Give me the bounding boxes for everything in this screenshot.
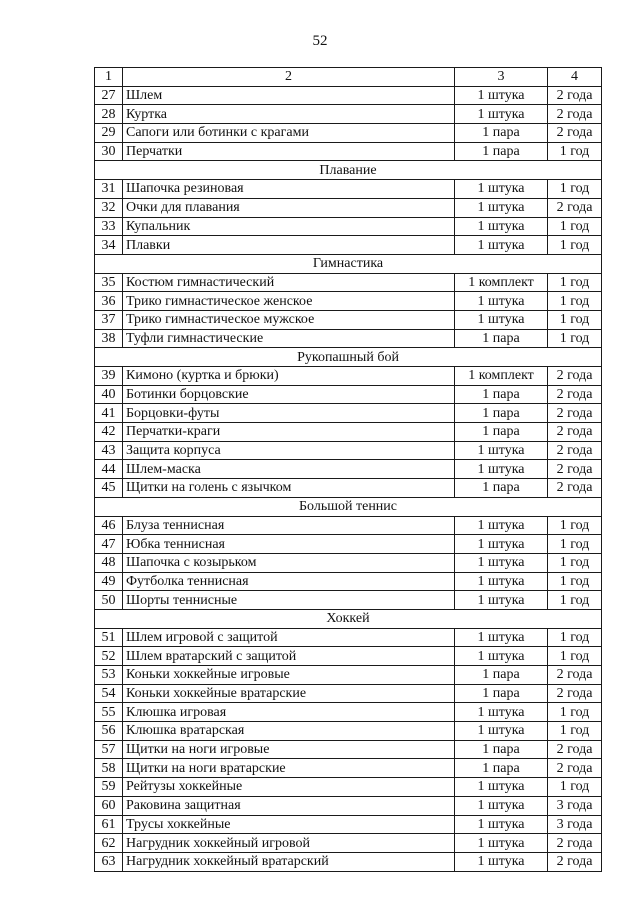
- wear-period: 2 года: [548, 198, 602, 217]
- wear-period: 1 год: [548, 591, 602, 610]
- row-number: 54: [95, 684, 123, 703]
- item-quantity: 1 комплект: [455, 273, 548, 292]
- item-quantity: 1 пара: [455, 329, 548, 348]
- item-name: Клюшка вратарская: [123, 722, 455, 741]
- item-quantity: 1 пара: [455, 684, 548, 703]
- wear-period: 1 год: [548, 273, 602, 292]
- wear-period: 1 год: [548, 217, 602, 236]
- section-title: Хоккей: [95, 609, 602, 628]
- wear-period: 2 года: [548, 367, 602, 386]
- item-name: Очки для плавания: [123, 198, 455, 217]
- item-quantity: 1 штука: [455, 516, 548, 535]
- wear-period: 1 год: [548, 722, 602, 741]
- table-body: [95, 68, 602, 872]
- table-row: [95, 516, 602, 535]
- wear-period: 1 год: [548, 329, 602, 348]
- row-number: 34: [95, 236, 123, 255]
- row-number: 60: [95, 796, 123, 815]
- item-quantity: 1 штука: [455, 86, 548, 105]
- item-quantity: 1 пара: [455, 479, 548, 498]
- item-name: Борцовки-футы: [123, 404, 455, 423]
- item-name: Костюм гимнастический: [123, 273, 455, 292]
- row-number: 39: [95, 367, 123, 386]
- table-row: [95, 124, 602, 143]
- item-name: Куртка: [123, 105, 455, 124]
- wear-period: 2 года: [548, 385, 602, 404]
- table-row: [95, 329, 602, 348]
- section-row: [95, 609, 602, 628]
- wear-period: 2 года: [548, 460, 602, 479]
- item-name: Кимоно (куртка и брюки): [123, 367, 455, 386]
- wear-period: 2 года: [548, 759, 602, 778]
- section-row: [95, 497, 602, 516]
- row-number: 59: [95, 778, 123, 797]
- item-name: Шлем вратарский с защитой: [123, 647, 455, 666]
- row-number: 28: [95, 105, 123, 124]
- table-row: [95, 740, 602, 759]
- wear-period: 2 года: [548, 441, 602, 460]
- row-number: 42: [95, 423, 123, 442]
- item-name: Блуза теннисная: [123, 516, 455, 535]
- item-quantity: 1 штука: [455, 778, 548, 797]
- row-number: 61: [95, 815, 123, 834]
- table-row: [95, 310, 602, 329]
- item-quantity: 1 штука: [455, 628, 548, 647]
- column-header-1: 1: [95, 68, 123, 87]
- row-number: 38: [95, 329, 123, 348]
- wear-period: 3 года: [548, 796, 602, 815]
- item-name: Нагрудник хоккейный вратарский: [123, 852, 455, 871]
- table-row: [95, 535, 602, 554]
- item-name: Трико гимнастическое мужское: [123, 310, 455, 329]
- wear-period: 2 года: [548, 852, 602, 871]
- item-name: Щитки на ноги вратарские: [123, 759, 455, 778]
- item-quantity: 1 штука: [455, 105, 548, 124]
- item-name: Туфли гимнастические: [123, 329, 455, 348]
- item-quantity: 1 пара: [455, 142, 548, 161]
- table-row: [95, 572, 602, 591]
- item-quantity: 1 штука: [455, 441, 548, 460]
- wear-period: 2 года: [548, 105, 602, 124]
- table-row: [95, 180, 602, 199]
- row-number: 33: [95, 217, 123, 236]
- table-row: [95, 591, 602, 610]
- table-row: [95, 553, 602, 572]
- wear-period: 1 год: [548, 180, 602, 199]
- table-row: [95, 217, 602, 236]
- item-quantity: 1 пара: [455, 423, 548, 442]
- item-name: Шлем игровой с защитой: [123, 628, 455, 647]
- item-quantity: 1 штука: [455, 292, 548, 311]
- row-number: 40: [95, 385, 123, 404]
- item-quantity: 1 штука: [455, 834, 548, 853]
- row-number: 51: [95, 628, 123, 647]
- wear-period: 2 года: [548, 740, 602, 759]
- item-quantity: 1 штука: [455, 852, 548, 871]
- item-name: Клюшка игровая: [123, 703, 455, 722]
- wear-period: 2 года: [548, 479, 602, 498]
- wear-period: 1 год: [548, 516, 602, 535]
- wear-period: 2 года: [548, 404, 602, 423]
- item-name: Щитки на ноги игровые: [123, 740, 455, 759]
- table-row: [95, 423, 602, 442]
- item-name: Раковина защитная: [123, 796, 455, 815]
- row-number: 30: [95, 142, 123, 161]
- column-header-2: 2: [123, 68, 455, 87]
- section-row: [95, 161, 602, 180]
- item-name: Нагрудник хоккейный игровой: [123, 834, 455, 853]
- row-number: 52: [95, 647, 123, 666]
- wear-period: 2 года: [548, 666, 602, 685]
- table-row: [95, 647, 602, 666]
- table-row: [95, 86, 602, 105]
- item-name: Коньки хоккейные игровые: [123, 666, 455, 685]
- row-number: 49: [95, 572, 123, 591]
- item-name: Футболка теннисная: [123, 572, 455, 591]
- item-quantity: 1 пара: [455, 124, 548, 143]
- item-quantity: 1 штука: [455, 722, 548, 741]
- table-row: [95, 105, 602, 124]
- table-row: [95, 142, 602, 161]
- row-number: 29: [95, 124, 123, 143]
- page-number: 52: [312, 33, 328, 49]
- item-quantity: 1 штука: [455, 535, 548, 554]
- row-number: 63: [95, 852, 123, 871]
- row-number: 50: [95, 591, 123, 610]
- row-number: 47: [95, 535, 123, 554]
- table-row: [95, 198, 602, 217]
- row-number: 43: [95, 441, 123, 460]
- table-row: [95, 385, 602, 404]
- item-quantity: 1 пара: [455, 740, 548, 759]
- wear-period: 1 год: [548, 553, 602, 572]
- table-row: [95, 852, 602, 871]
- table-row: [95, 703, 602, 722]
- wear-period: 2 года: [548, 423, 602, 442]
- wear-period: 2 года: [548, 684, 602, 703]
- item-name: Ботинки борцовские: [123, 385, 455, 404]
- item-name: Шлем-маска: [123, 460, 455, 479]
- table-row: [95, 778, 602, 797]
- header-row: [95, 68, 602, 87]
- row-number: 57: [95, 740, 123, 759]
- table-row: [95, 236, 602, 255]
- table-row: [95, 367, 602, 386]
- item-name: Перчатки: [123, 142, 455, 161]
- item-name: Коньки хоккейные вратарские: [123, 684, 455, 703]
- table-row: [95, 460, 602, 479]
- section-title: Рукопашный бой: [95, 348, 602, 367]
- row-number: 37: [95, 310, 123, 329]
- row-number: 62: [95, 834, 123, 853]
- item-name: Сапоги или ботинки с крагами: [123, 124, 455, 143]
- wear-period: 1 год: [548, 572, 602, 591]
- item-name: Защита корпуса: [123, 441, 455, 460]
- row-number: 35: [95, 273, 123, 292]
- wear-period: 1 год: [548, 628, 602, 647]
- section-row: [95, 254, 602, 273]
- wear-period: 1 год: [548, 703, 602, 722]
- item-quantity: 1 пара: [455, 385, 548, 404]
- wear-period: 2 года: [548, 124, 602, 143]
- item-quantity: 1 штука: [455, 815, 548, 834]
- item-quantity: 1 штука: [455, 180, 548, 199]
- table-row: [95, 273, 602, 292]
- wear-period: 2 года: [548, 834, 602, 853]
- wear-period: 1 год: [548, 236, 602, 255]
- table-row: [95, 292, 602, 311]
- item-quantity: 1 штука: [455, 553, 548, 572]
- table-row: [95, 628, 602, 647]
- item-quantity: 1 штука: [455, 796, 548, 815]
- row-number: 41: [95, 404, 123, 423]
- section-title: Гимнастика: [95, 254, 602, 273]
- section-title: Большой теннис: [95, 497, 602, 516]
- item-name: Перчатки-краги: [123, 423, 455, 442]
- row-number: 32: [95, 198, 123, 217]
- table-row: [95, 404, 602, 423]
- item-quantity: 1 штука: [455, 217, 548, 236]
- row-number: 31: [95, 180, 123, 199]
- item-quantity: 1 штука: [455, 703, 548, 722]
- item-quantity: 1 пара: [455, 666, 548, 685]
- row-number: 45: [95, 479, 123, 498]
- wear-period: 1 год: [548, 535, 602, 554]
- item-quantity: 1 штука: [455, 310, 548, 329]
- row-number: 27: [95, 86, 123, 105]
- item-name: Шорты теннисные: [123, 591, 455, 610]
- item-name: Трико гимнастическое женское: [123, 292, 455, 311]
- section-row: [95, 348, 602, 367]
- item-quantity: 1 штука: [455, 460, 548, 479]
- item-name: Юбка теннисная: [123, 535, 455, 554]
- item-name: Трусы хоккейные: [123, 815, 455, 834]
- wear-period: 1 год: [548, 142, 602, 161]
- wear-period: 1 год: [548, 778, 602, 797]
- row-number: 58: [95, 759, 123, 778]
- wear-period: 2 года: [548, 86, 602, 105]
- item-name: Шапочка с козырьком: [123, 553, 455, 572]
- column-header-3: 3: [455, 68, 548, 87]
- row-number: 48: [95, 553, 123, 572]
- item-quantity: 1 штука: [455, 236, 548, 255]
- table-row: [95, 834, 602, 853]
- item-name: Плавки: [123, 236, 455, 255]
- wear-period: 1 год: [548, 647, 602, 666]
- item-name: Щитки на голень с язычком: [123, 479, 455, 498]
- table-row: [95, 815, 602, 834]
- item-quantity: 1 пара: [455, 759, 548, 778]
- table-row: [95, 722, 602, 741]
- row-number: 36: [95, 292, 123, 311]
- item-quantity: 1 штука: [455, 647, 548, 666]
- table-row: [95, 759, 602, 778]
- column-header-4: 4: [548, 68, 602, 87]
- item-quantity: 1 штука: [455, 198, 548, 217]
- wear-period: 1 год: [548, 292, 602, 311]
- item-name: Рейтузы хоккейные: [123, 778, 455, 797]
- table-row: [95, 684, 602, 703]
- item-quantity: 1 пара: [455, 404, 548, 423]
- wear-period: 1 год: [548, 310, 602, 329]
- table-row: [95, 666, 602, 685]
- wear-period: 3 года: [548, 815, 602, 834]
- item-name: Шапочка резиновая: [123, 180, 455, 199]
- table-row: [95, 441, 602, 460]
- item-quantity: 1 комплект: [455, 367, 548, 386]
- section-title: Плавание: [95, 161, 602, 180]
- item-quantity: 1 штука: [455, 591, 548, 610]
- equipment-table: [94, 67, 602, 872]
- row-number: 55: [95, 703, 123, 722]
- row-number: 56: [95, 722, 123, 741]
- table-row: [95, 479, 602, 498]
- row-number: 53: [95, 666, 123, 685]
- item-name: Купальник: [123, 217, 455, 236]
- item-quantity: 1 штука: [455, 572, 548, 591]
- item-name: Шлем: [123, 86, 455, 105]
- row-number: 44: [95, 460, 123, 479]
- row-number: 46: [95, 516, 123, 535]
- table-row: [95, 796, 602, 815]
